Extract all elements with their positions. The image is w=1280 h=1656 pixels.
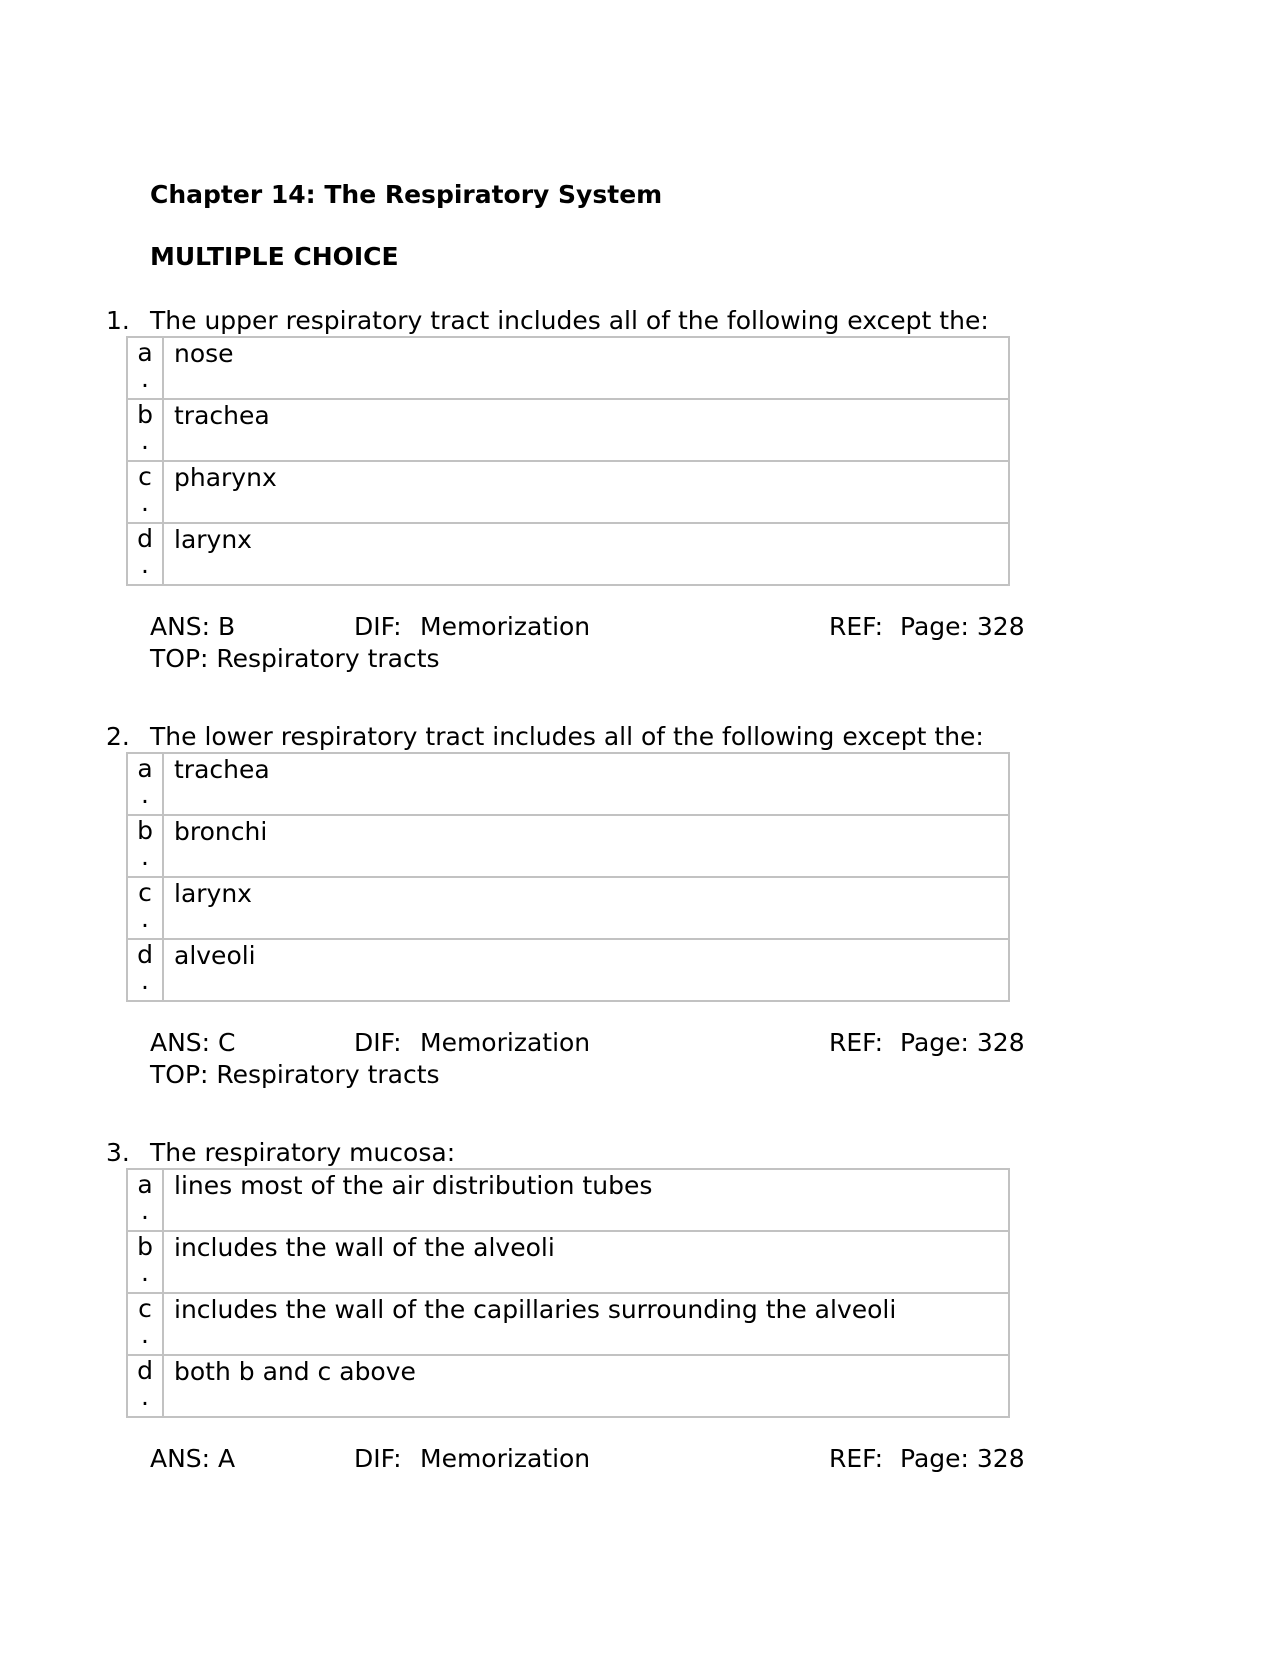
difficulty-value: Memorization — [420, 612, 591, 641]
reference-value: Page: 328 — [900, 612, 1025, 641]
question-number: 1. — [106, 306, 130, 335]
choices-table — [126, 336, 1010, 586]
choices-table — [126, 1168, 1010, 1418]
question-stem — [106, 722, 984, 751]
difficulty-value: Memorization — [420, 1028, 591, 1057]
reference-value: Page: 328 — [900, 1444, 1025, 1473]
choice-row — [127, 753, 1009, 815]
choice-row — [127, 1293, 1009, 1355]
choice-letter: b . — [127, 815, 163, 877]
question-number: 2. — [106, 722, 130, 751]
question-stem — [106, 1138, 455, 1167]
choice-text: pharynx — [163, 461, 1009, 523]
difficulty-label: DIF: — [354, 612, 402, 641]
choice-text: lines most of the air distribution tubes — [163, 1169, 1009, 1231]
choice-row — [127, 1231, 1009, 1293]
choice-letter: a . — [127, 1169, 163, 1231]
choice-text: trachea — [163, 753, 1009, 815]
reference-label: REF: — [829, 612, 884, 641]
choice-letter: d . — [127, 939, 163, 1001]
choice-row — [127, 939, 1009, 1001]
choice-letter: b . — [127, 1231, 163, 1293]
choice-letter: c . — [127, 461, 163, 523]
choice-row — [127, 399, 1009, 461]
choice-text: includes the wall of the alveoli — [163, 1231, 1009, 1293]
choice-row — [127, 815, 1009, 877]
choice-text: alveoli — [163, 939, 1009, 1001]
choice-row — [127, 1169, 1009, 1231]
choice-letter: b . — [127, 399, 163, 461]
choice-letter: d . — [127, 523, 163, 585]
choice-letter: c . — [127, 1293, 163, 1355]
choice-text: bronchi — [163, 815, 1009, 877]
difficulty-value: Memorization — [420, 1444, 591, 1473]
choice-row — [127, 461, 1009, 523]
answer-key: ANS: A — [150, 1444, 236, 1473]
answer-key: ANS: C — [150, 1028, 236, 1057]
question-text: The respiratory mucosa: — [150, 1138, 456, 1167]
choice-letter: a . — [127, 753, 163, 815]
choice-text: nose — [163, 337, 1009, 399]
question-stem — [106, 306, 989, 335]
difficulty-label: DIF: — [354, 1028, 402, 1057]
choice-letter: a . — [127, 337, 163, 399]
difficulty-label: DIF: — [354, 1444, 402, 1473]
choice-text: includes the wall of the capillaries surrounding the alveoli — [163, 1293, 1009, 1355]
choice-text: trachea — [163, 399, 1009, 461]
choice-text: both b and c above — [163, 1355, 1009, 1417]
choice-letter: d . — [127, 1355, 163, 1417]
reference-label: REF: — [829, 1444, 884, 1473]
reference-value: Page: 328 — [900, 1028, 1025, 1057]
reference-label: REF: — [829, 1028, 884, 1057]
choice-row — [127, 877, 1009, 939]
choice-row — [127, 337, 1009, 399]
choice-letter: c . — [127, 877, 163, 939]
choice-text: larynx — [163, 877, 1009, 939]
question-number: 3. — [106, 1138, 130, 1167]
chapter-title: Chapter 14: The Respiratory System — [150, 180, 663, 209]
section-title: MULTIPLE CHOICE — [150, 242, 399, 271]
choice-text: larynx — [163, 523, 1009, 585]
choices-table — [126, 752, 1010, 1002]
topic: TOP: Respiratory tracts — [150, 644, 440, 673]
answer-key: ANS: B — [150, 612, 236, 641]
choice-row — [127, 523, 1009, 585]
question-text: The upper respiratory tract includes all of the following except the: — [150, 306, 989, 335]
topic: TOP: Respiratory tracts — [150, 1060, 440, 1089]
question-text: The lower respiratory tract includes all of the following except the: — [150, 722, 984, 751]
choice-row — [127, 1355, 1009, 1417]
